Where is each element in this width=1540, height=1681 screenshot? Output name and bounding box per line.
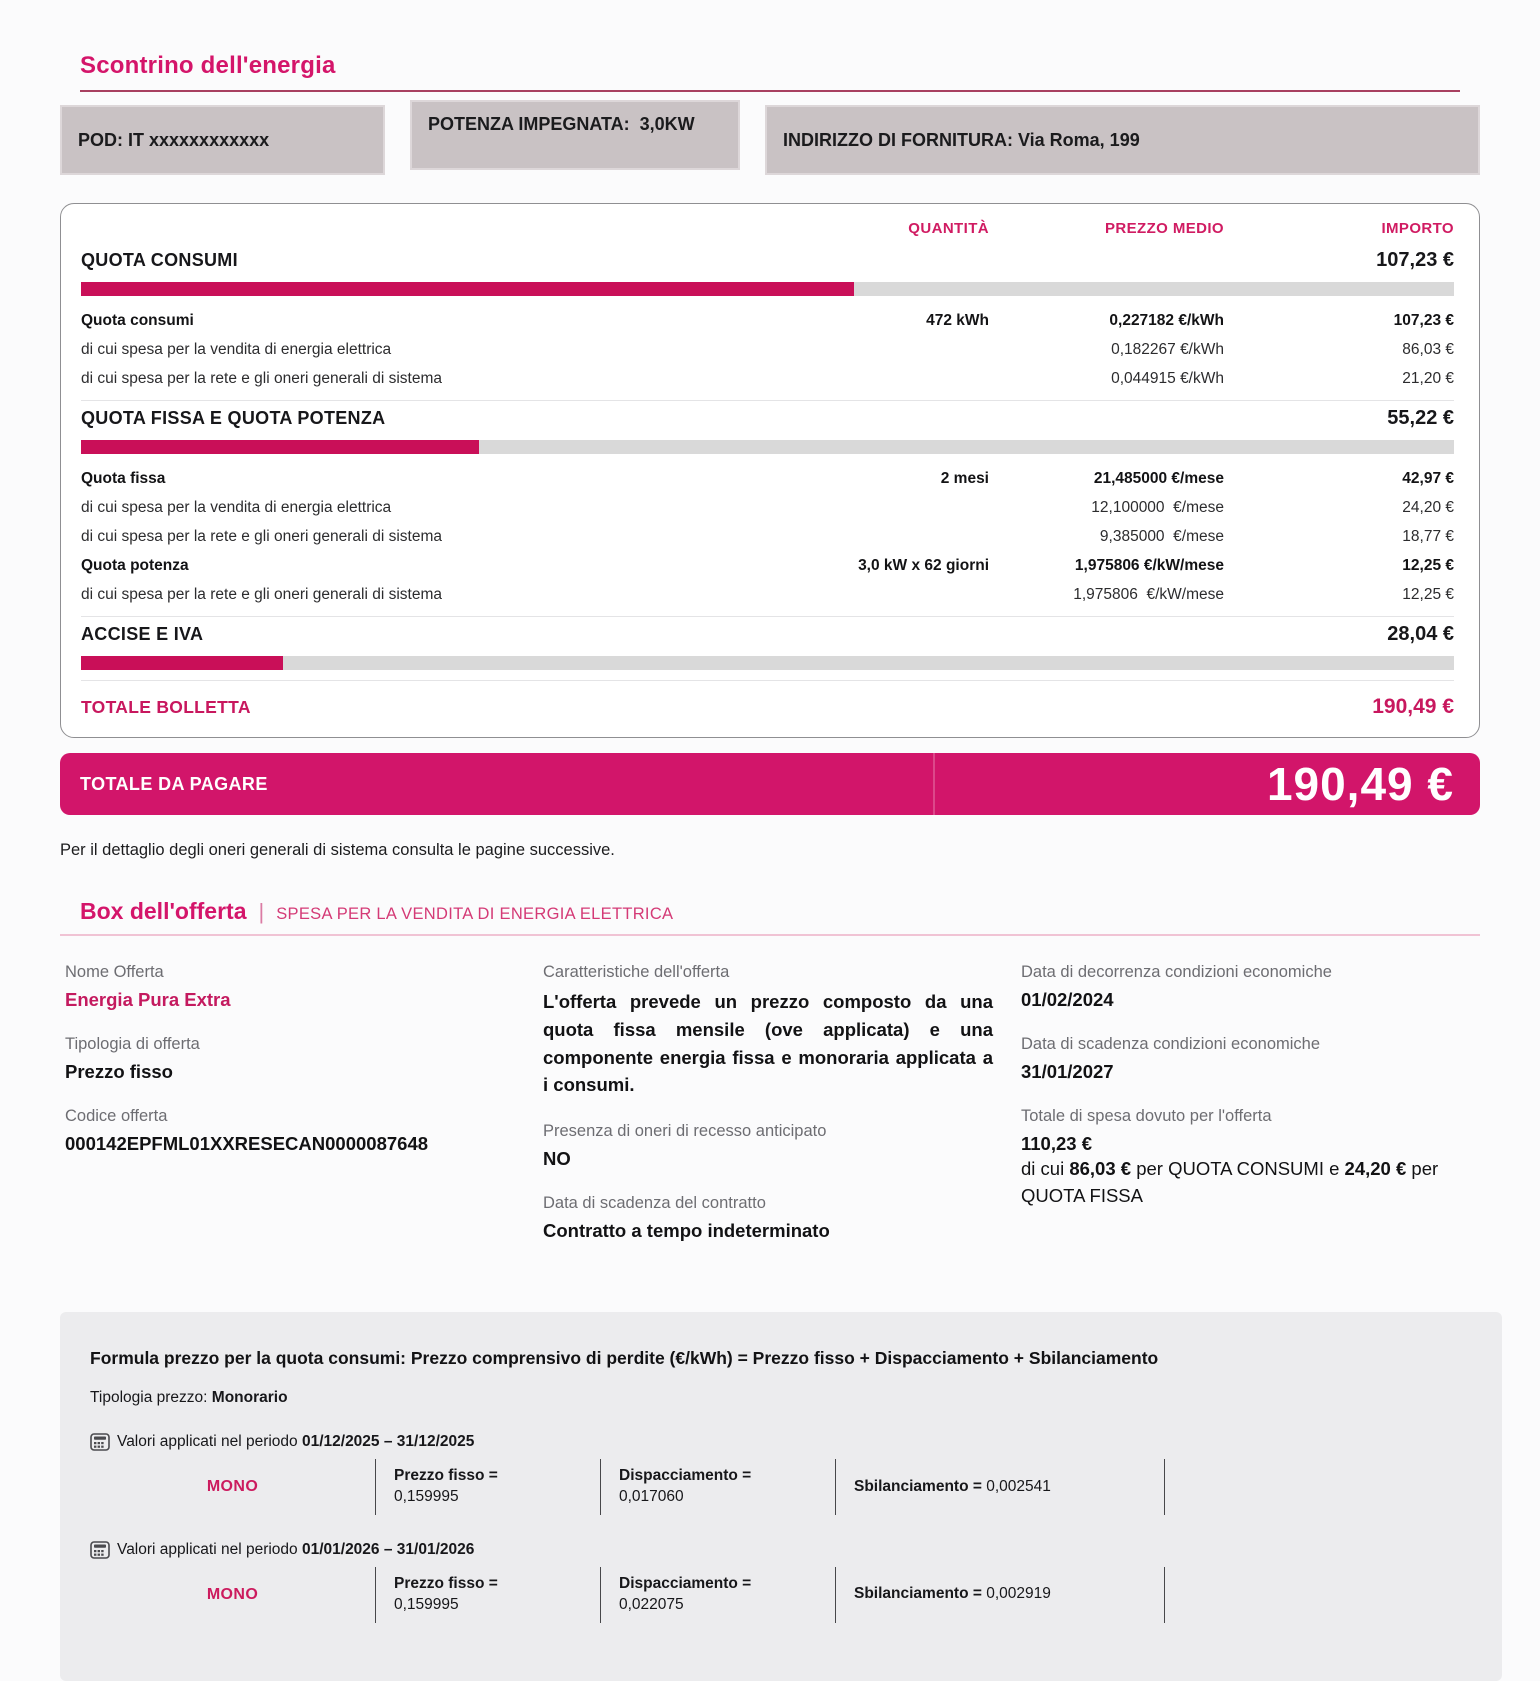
section-title: QUOTA CONSUMI — [81, 250, 238, 270]
decorrenza-field: Data di decorrenza condizioni economiche 01/02/2024 — [1021, 963, 1332, 1010]
prezzo-fisso-cell: Prezzo fisso = 0,159995 — [375, 1567, 600, 1623]
mono-row-1 — [90, 1459, 1472, 1515]
section-quota-consumi — [81, 249, 1454, 272]
codice-offerta-field: Codice offerta 000142EPFML01XXRESECAN0000087648 — [65, 1107, 429, 1155]
recesso-field: Presenza di oneri di recesso anticipato NO — [543, 1122, 827, 1169]
table-row: Quota potenza 3,0 kW x 62 giorni 1,975806 €/kW/mese 12,25 € — [81, 557, 1454, 574]
supply-info-row — [60, 105, 1480, 175]
offer-subtitle: SPESA PER LA VENDITA DI ENERGIA ELETTRICA — [276, 905, 674, 923]
band-label: MONO — [206, 1585, 259, 1603]
section-separator — [81, 680, 1454, 681]
accise-iva-bar-fill — [81, 656, 283, 670]
totale-bolletta-label: TOTALE BOLLETTA — [81, 697, 251, 717]
formula-box — [60, 1312, 1502, 1681]
section-separator — [81, 400, 1454, 401]
table-row: di cui spesa per la rete e gli oneri generali di sistema 9,385000 €/mese 18,77 € — [81, 528, 1454, 545]
column-header-importo: IMPORTO — [1381, 220, 1454, 237]
oneri-note: Per il dettaglio degli oneri generali di sistema consulta le pagine successive. — [60, 841, 615, 859]
section-title: ACCISE E IVA — [81, 624, 204, 644]
section-title: QUOTA FISSA E QUOTA POTENZA — [81, 408, 386, 428]
band-label: MONO — [206, 1478, 259, 1496]
table-row: Quota consumi 472 kWh 0,227182 €/kWh 107,23 € — [81, 312, 1454, 329]
prezzo-fisso-cell: Prezzo fisso = 0,159995 — [375, 1459, 600, 1515]
dispacciamento-cell: Dispacciamento = 0,022075 — [600, 1567, 835, 1623]
calculator-icon — [90, 1541, 110, 1559]
quota-consumi-bar-fill — [81, 282, 854, 296]
offer-divider — [60, 934, 1480, 936]
totale-bolletta-amount: 190,49 € — [1372, 695, 1454, 718]
dispacciamento-cell: Dispacciamento = 0,017060 — [600, 1459, 835, 1515]
table-row: di cui spesa per la vendita di energia elettrica 12,100000 €/mese 24,20 € — [81, 499, 1454, 516]
section-total: 55,22 € — [1387, 407, 1454, 429]
table-row: di cui spesa per la vendita di energia elettrica 0,182267 €/kWh 86,03 € — [81, 341, 1454, 358]
period-line-1 — [90, 1433, 1472, 1451]
tipologia-offerta-field: Tipologia di offerta Prezzo fisso — [65, 1035, 200, 1083]
calculator-icon — [90, 1433, 110, 1451]
section-accise-iva — [81, 623, 1454, 646]
indirizzo-fornitura-box: INDIRIZZO DI FORNITURA: Via Roma, 199 — [765, 105, 1480, 175]
column-header-prezzo-medio: PREZZO MEDIO — [1105, 220, 1224, 237]
energy-receipt-table — [60, 203, 1480, 738]
sbilanciamento-cell: Sbilanciamento = 0,002919 — [835, 1567, 1165, 1623]
page-title: Scontrino dell'energia — [80, 52, 336, 79]
scadenza-condizioni-field: Data di scadenza condizioni economiche 31/01/2027 — [1021, 1035, 1321, 1083]
table-header-row — [81, 220, 1454, 243]
offer-details-grid — [60, 963, 1480, 1266]
column-header-quantita: QUANTITÀ — [908, 220, 989, 237]
section-quota-fissa-potenza — [81, 407, 1454, 430]
totale-da-pagare-label: TOTALE DA PAGARE — [80, 773, 268, 794]
section-separator — [81, 616, 1454, 617]
offer-col-2 — [543, 963, 1021, 1266]
totale-da-pagare-amount: 190,49 € — [1266, 758, 1454, 810]
totale-spesa-field: Totale di spesa dovuto per l'offerta 110,23 € di cui 86,03 € per QUOTA CONSUMI e 24,20 € per QUOTA FISSA — [1021, 1107, 1476, 1210]
offer-col-1 — [65, 963, 543, 1266]
quota-fissa-bar — [81, 440, 1454, 454]
offer-title-separator: | — [258, 899, 265, 924]
nome-offerta-field: Nome Offerta Energia Pura Extra — [65, 963, 231, 1010]
section-total: 28,04 € — [1387, 623, 1454, 645]
mono-row-2 — [90, 1567, 1472, 1623]
banner-divider — [933, 753, 935, 815]
offer-col-3 — [1021, 963, 1480, 1266]
offer-title: Box dell'offerta — [80, 898, 247, 924]
totale-da-pagare-banner — [60, 753, 1480, 815]
title-divider — [80, 90, 1460, 92]
totale-bolletta-row — [81, 695, 1454, 723]
scadenza-contratto-field: Data di scadenza del contratto Contratto a tempo indeterminato — [543, 1194, 830, 1242]
offer-header — [60, 898, 1480, 925]
quota-consumi-bar — [81, 282, 1454, 296]
table-row: di cui spesa per la rete e gli oneri generali di sistema 0,044915 €/kWh 21,20 € — [81, 370, 1454, 387]
period-line-2 — [90, 1541, 1472, 1559]
formula-title: Formula prezzo per la quota consumi: Prezzo comprensivo di perdite (€/kWh) = Prezzo fisso + Dispacciamento + Sbilanciamento — [90, 1348, 1159, 1369]
sbilanciamento-cell: Sbilanciamento = 0,002541 — [835, 1459, 1165, 1515]
totale-spesa-detail: di cui 86,03 € per QUOTA CONSUMI e 24,20 € per QUOTA FISSA — [1021, 1158, 1439, 1206]
section-total: 107,23 € — [1376, 249, 1454, 271]
table-row: Quota fissa 2 mesi 21,485000 €/mese 42,97 € — [81, 470, 1454, 487]
caratteristiche-field: Caratteristiche dell'offerta L'offerta prevede un prezzo composto da una quota fissa mensile (ove applicata) e una componente energia fissa e monoraria applicata a i consumi. — [543, 963, 993, 1096]
period-text: Valori applicati nel periodo 01/12/2025 – 31/12/2025 — [117, 1433, 475, 1451]
period-text: Valori applicati nel periodo 01/01/2026 – 31/01/2026 — [117, 1540, 475, 1558]
pod-box: POD: IT xxxxxxxxxxxx — [60, 105, 385, 175]
table-row: di cui spesa per la rete e gli oneri generali di sistema 1,975806 €/kW/mese 12,25 € — [81, 586, 1454, 603]
price-type-line: Tipologia prezzo: Monorario — [90, 1389, 288, 1407]
accise-iva-bar — [81, 656, 1454, 670]
quota-fissa-bar-fill — [81, 440, 479, 454]
potenza-impegnata-box: POTENZA IMPEGNATA: 3,0KW — [410, 100, 740, 170]
